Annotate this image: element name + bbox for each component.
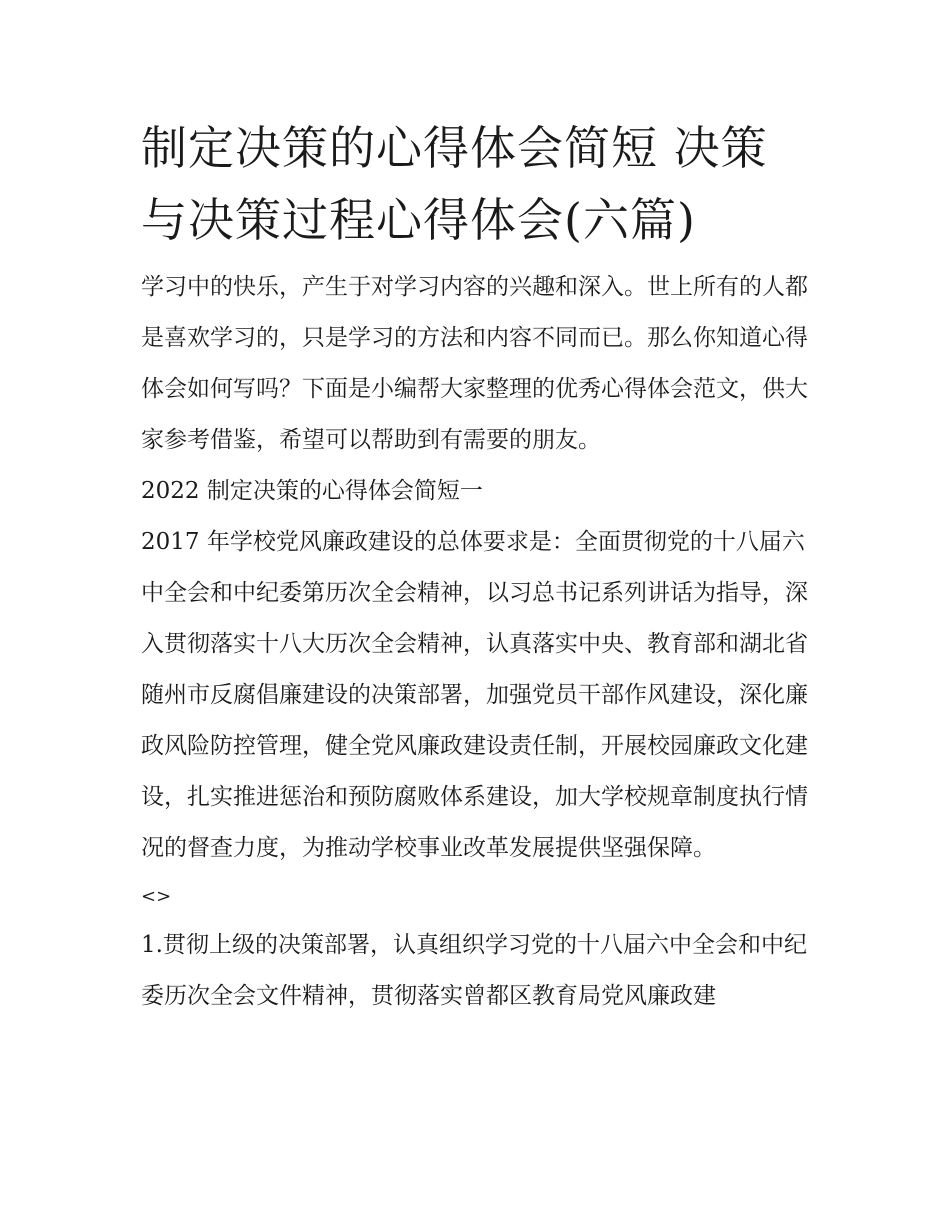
document-page [141, 112, 813, 1022]
title-line-1: 制定决策的心得体会简短 决策 [141, 121, 768, 175]
document-title [141, 112, 813, 256]
list-item-1: 1.贯彻上级的决策部署，认真组织学习党的十八届六中全会和中纪委历次全会文件精神，贯彻落实曾都区教育局党风廉政建 [141, 932, 807, 1009]
title-line-2: 与决策过程心得体会(六篇) [141, 193, 696, 247]
body-paragraph: 2017 年学校党风廉政建设的总体要求是：全面贯彻党的十八届六中全会和中纪委第历次全会精神，以习总书记系列讲话为指导，深入贯彻落实十八大历次全会精神，认真落实中央、教育部和湖北省随州市反腐倡廉建设的决策部署，加强党员干部作风建设，深化廉政风险防控管理，健全党风廉政建设责任制，开展校园廉政文化建设，扎实推进惩治和预防腐败体系建设，加大学校规章制度执行情况的督查力度，为推动学校事业改革发展提供坚强保障。 [141, 529, 808, 861]
placeholder-marker: <> [141, 886, 172, 907]
section-heading: 2022 制定决策的心得体会简短一 [141, 478, 483, 504]
intro-paragraph: 学习中的快乐，产生于对学习内容的兴趣和深入。世上所有的人都是喜欢学习的，只是学习的方法和内容不同而已。那么你知道心得体会如何写吗？下面是小编帮大家整理的优秀心得体会范文，供大家参考借鉴，希望可以帮助到有需要的朋友。 [141, 274, 808, 453]
